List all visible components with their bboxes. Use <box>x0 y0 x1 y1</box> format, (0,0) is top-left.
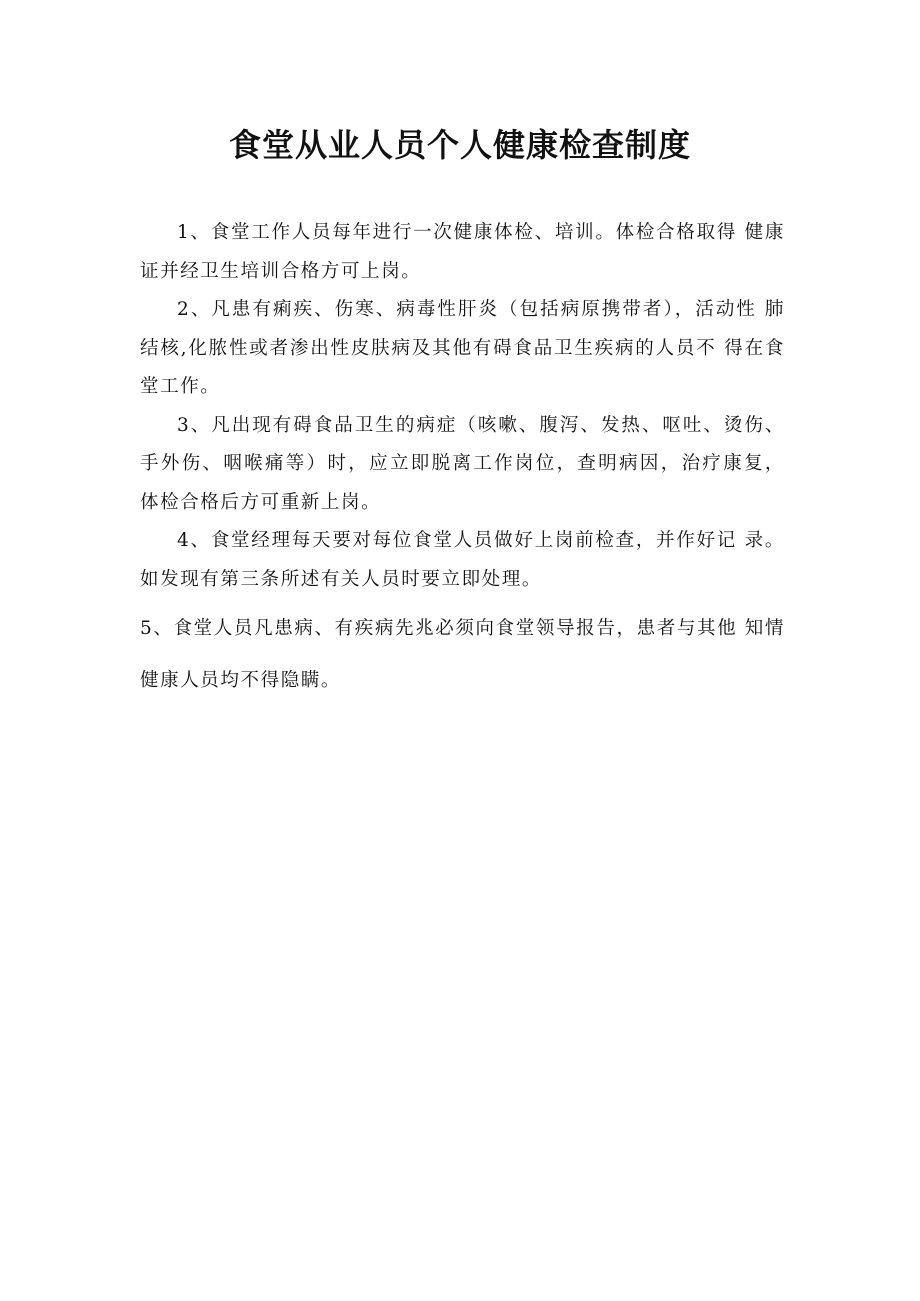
clause-2: 2、凡患有痢疾、伤寒、病毒性肝炎（包括病原携带者），活动性 肺结核,化脓性或者渗出性皮肤病及其他有碍食品卫生疾病的人员不 得在食堂工作。 <box>140 299 785 397</box>
clause-4: 4、食堂经理每天要对每位食堂人员做好上岗前检查，并作好记 录。如发现有第三条所述有关人员时要立即处理。 <box>140 530 785 590</box>
document-body <box>140 214 785 707</box>
clause-5: 5、食堂人员凡患病、有疾病先兆必须向食堂领导报告，患者与其他 知情健康人员均不得隐瞒。 <box>140 618 785 691</box>
document-title: 食堂从业人员个人健康检查制度 <box>228 126 691 164</box>
clause-3: 3、凡出现有碍食品卫生的病症（咳嗽、腹泻、发热、呕吐、烫伤、手外伤、咽喉痛等）时，应立即脱离工作岗位，查明病因，治疗康复， 体检合格后方可重新上岗。 <box>140 414 785 513</box>
clause-1: 1、食堂工作人员每年进行一次健康体检、培训。体检合格取得 健康证并经卫生培训合格方可上岗。 <box>140 222 785 282</box>
